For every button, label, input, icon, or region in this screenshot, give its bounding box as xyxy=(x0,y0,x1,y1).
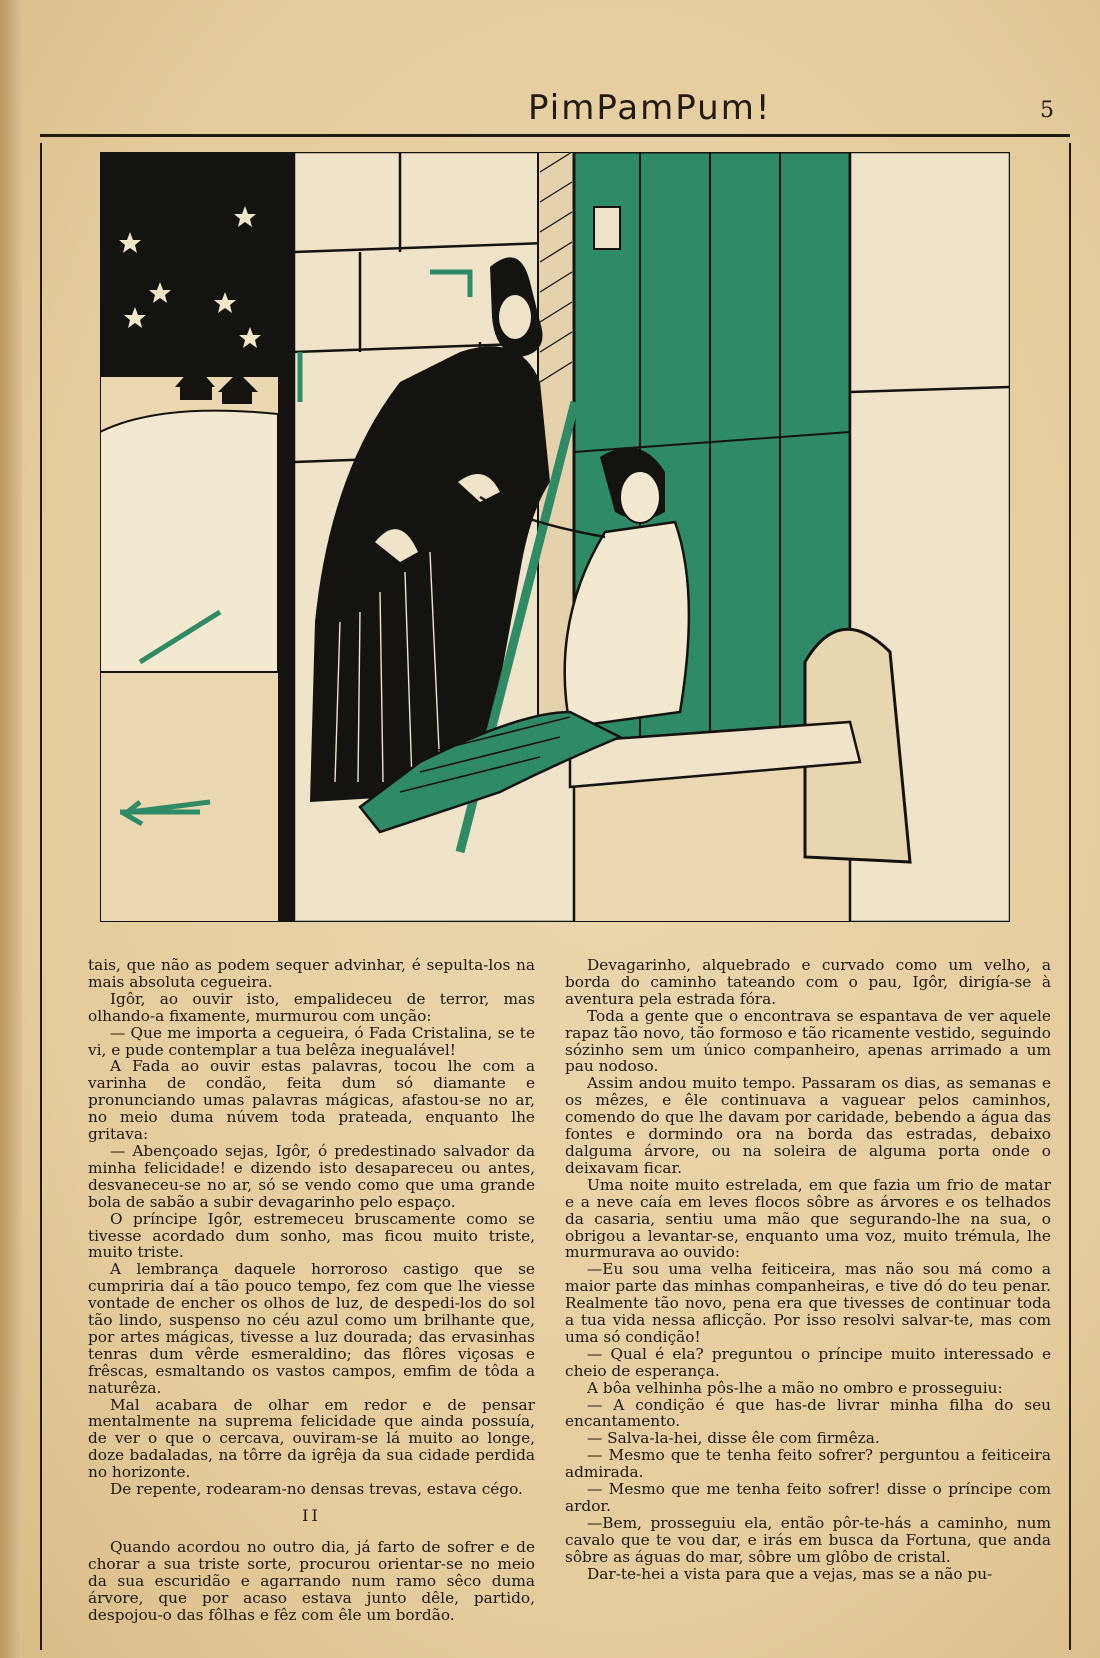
paragraph: — Que me importa a cegueira, ó Fada Cristalina, se te vi, e pude contemplar a tua belêza inegualável! xyxy=(88,1023,535,1059)
paragraph: —Eu sou uma velha feiticeira, mas não sou má como a maior parte das minhas companheiras, e tive dó do teu penar. Realmente tão novo, pena era que tivesses de continuar toda a tua vida nessa aflicção. Por isso resolvi salvar-te, mas com uma só condição! xyxy=(565,1260,1051,1346)
paragraph: — Mesmo que te tenha feito sofrer? perguntou a feiticeira admirada. xyxy=(565,1446,1051,1482)
paragraph: Devagarinho, alquebrado e curvado como um velho, a borda do caminho tateando com o pau, Igôr, dirigía-se à aventura pela estrada fóra. xyxy=(565,956,1051,1008)
page-header xyxy=(40,84,1070,136)
paragraph: — A condição é que has-de livrar minha filha do seu encantamento. xyxy=(565,1395,1051,1431)
paragraph: Mal acabara de olhar em redor e de pensar mentalmente na suprema felicidade que ainda possuía, de ver o que o cercava, ouviram-se lá muito ao longe, doze badaladas, na tôrre da igrêja da sua cidade perdida no horizonte. xyxy=(88,1395,535,1482)
paragraph: A lembrança daquele horroroso castigo que se cumpriria daí a tão pouco tempo, fez com que lhe viesse vontade de encher os olhos de luz, de despedi-los do sol tão lindo, suspenso no céu azul como um brilhante que, por artes mágicas, tivesse a luz dourada; das ervasinhas tenras dum vêrde esmeraldino; das flôres viçosas e frêscas, esmaltando os vastos campos, emfim de tôda a naturêza. xyxy=(88,1260,535,1397)
section-heading: II xyxy=(302,1506,321,1525)
paragraph: Assim andou muito tempo. Passaram os dias, as semanas e os mêzes, e êle continuava a vaguear pelos caminhos, comendo do que lhe davam por caridade, bebendo a água das fontes e dormindo ora na borda das estradas, debaixo dalguma árvore, ou na soleira de alguma porta onde o deixavam ficar. xyxy=(565,1074,1051,1177)
text-column-right xyxy=(565,957,1051,1583)
page-number: 5 xyxy=(1040,98,1054,123)
paragraph: Dar-te-hei a vista para que a vejas, mas se a não pu- xyxy=(587,1564,993,1583)
paragraph: — Mesmo que me tenha feito sofrer! disse o príncipe com ardor. xyxy=(565,1480,1051,1515)
paragraph: — Salva-la-hei, disse êle com firmêza. xyxy=(587,1429,880,1448)
paragraph: De repente, rodearam-no densas trevas, estava cégo. xyxy=(110,1480,523,1499)
paragraph: tais, que não as podem sequer advinhar, é sepulta-los na mais absoluta cegueira. xyxy=(88,956,535,991)
paragraph: — Abençoado sejas, Igôr, ó predestinado salvador da minha felicidade! e dizendo isto desapareceu ou antes, desvaneceu-se no ar, só se vendo como que uma grande bola de sabão a subir devagarinho pelo espaço. xyxy=(88,1141,535,1211)
paragraph: Toda a gente que o encontrava se espantava de ver aquele rapaz tão novo, tão formoso e tão ricamente vestido, seguindo sózinho sem um único companheiro, apenas arrimado a um pau nodoso. xyxy=(565,1006,1051,1076)
wall-edge xyxy=(278,152,294,922)
door-hinge-icon xyxy=(594,207,620,249)
paragraph: A Fada ao ouvir estas palavras, tocou lhe com a varinha de condão, feita dum só diamante e pronunciando umas palavras mágicas, afastou-se no ar, no meio duma núvem toda prateada, enquanto lhe gritava: xyxy=(88,1057,535,1144)
paragraph: A bôa velhinha pôs-lhe a mão no ombro e prosseguiu: xyxy=(587,1378,1003,1397)
witch-face xyxy=(499,295,531,339)
paragraph: — Qual é ela? preguntou o príncipe muito interessado e cheio de esperança. xyxy=(565,1344,1051,1380)
paragraph: Quando acordou no outro dia, já farto de sofrer e de chorar a sua triste sorte, procurou orientar-se no meio da sua escuridão e agarrando num ramo sêco duma árvore, que por acaso estava junto dêle, partido, despojou-o das fôlhas e fêz com êle um bordão. xyxy=(88,1537,535,1624)
paragraph: O príncipe Igôr, estremeceu bruscamente como se tivesse acordado dum sonho, mas ficou muito triste, muito triste. xyxy=(88,1209,535,1262)
paragraph: —Bem, prosseguiu ela, então pôr-te-hás a caminho, num cavalo que te vou dar, e irás em busca da Fortuna, que anda sôbre as águas do mar, sôbre um glôbo de cristal. xyxy=(565,1513,1051,1566)
page-spine-shadow xyxy=(0,0,22,1658)
paragraph: Uma noite muito estrelada, em que fazia um frio de matar e a neve caía em leves flocos sôbre as árvores e os telhados da casaria, sentiu uma mão que segurando-lhe na sua, o obrigou a levantar-se, enquanto uma voz, muito trémula, lhe murmurava ao ouvido: xyxy=(565,1175,1051,1262)
story-illustration xyxy=(100,152,1010,922)
header-rule xyxy=(40,134,1070,137)
paragraph: Igôr, ao ouvir isto, empalideceu de terror, mas olhando-a fixamente, murmurou com unção: xyxy=(88,989,535,1025)
text-column-left xyxy=(88,957,535,1623)
masthead: PimPamPum! xyxy=(528,88,772,128)
